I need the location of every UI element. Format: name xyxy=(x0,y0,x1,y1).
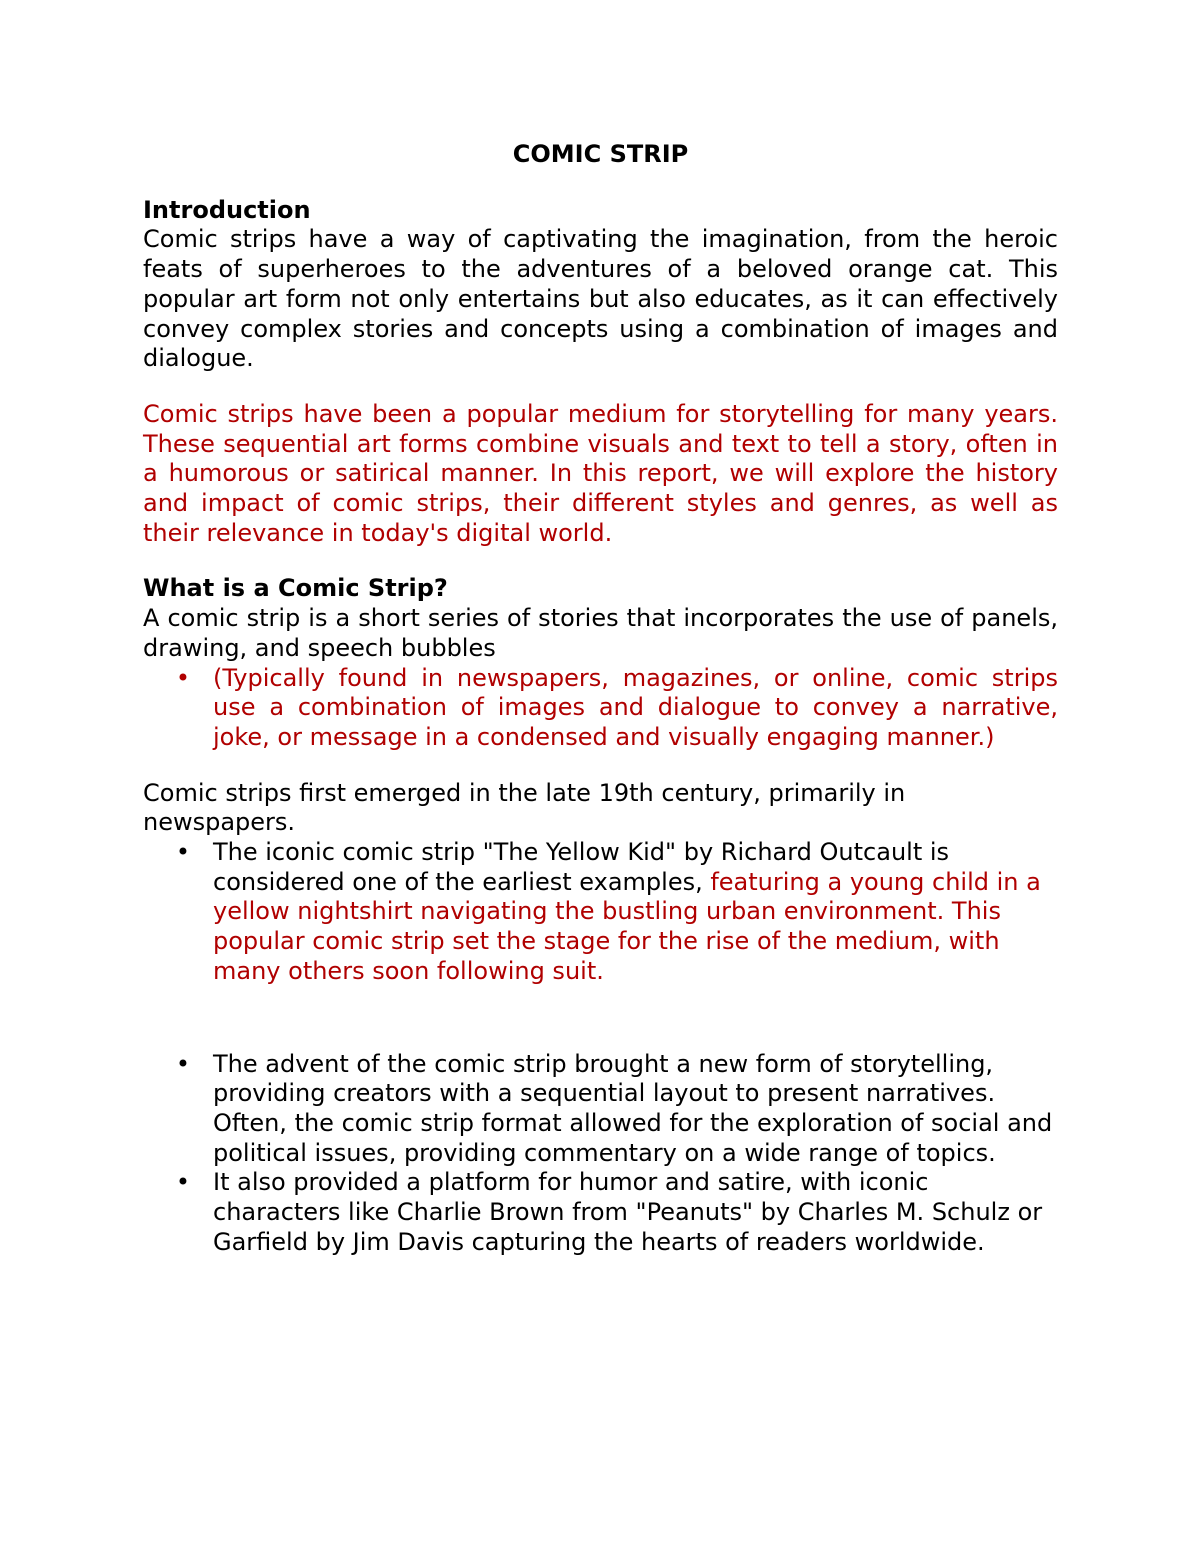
history-bullet-1-red-text: featuring a young child in a yellow nightshirt navigating the bustling urban environment. This popular comic strip set the stage for the rise of the medium, with many others soon following suit. xyxy=(213,867,1041,985)
history-bullet-3-text: It also provided a platform for humor and satire, with iconic characters like Charlie Brown from "Peanuts" by Charles M. Schulz or Garfield by Jim Davis capturing the hearts of readers worldwide. xyxy=(213,1168,1043,1256)
history-bullet-list xyxy=(143,838,1058,987)
what-bullet-text: (Typically found in newspapers, magazines, or online, comic strips use a combination of images and dialogue to convey a narrative, joke, or message in a condensed and visually engaging manner.) xyxy=(213,663,1058,751)
history-bullet-2-text: The advent of the comic strip brought a new form of storytelling, providing creators with a sequential layout to present narratives. Often, the comic strip format allowed for the exploration of social and political issues, providing commentary on a wide range of topics. xyxy=(213,1049,1053,1167)
intro-heading: Introduction xyxy=(143,195,311,224)
bullet-icon: • xyxy=(175,663,191,692)
list-item xyxy=(143,1168,1058,1257)
intro-paragraph: Comic strips have a way of captivating the imagination, from the heroic feats of superheroes to the adventures of a beloved orange cat. This popular art form not only entertains but also educates, as it can effectively convey complex stories and concepts using a combination of images and dialogue. xyxy=(143,225,1058,373)
document-title: COMIC STRIP xyxy=(512,140,689,168)
list-item xyxy=(143,838,1058,987)
list-item xyxy=(143,664,1058,753)
what-paragraph: A comic strip is a short series of stories that incorporates the use of panels, drawing, and speech bubbles xyxy=(143,604,1058,662)
impact-bullet-list xyxy=(143,1050,1058,1258)
document-content xyxy=(143,140,1058,1258)
intro-red-paragraph: Comic strips have been a popular medium for storytelling for many years. These sequential art forms combine visuals and text to tell a story, often in a humorous or satirical manner. In this report, we will explore the history and impact of comic strips, their different styles and genres, as well as their relevance in today's digital world. xyxy=(143,399,1058,547)
history-paragraph: Comic strips first emerged in the late 19th century, primarily in newspapers. xyxy=(143,778,906,837)
what-heading: What is a Comic Strip? xyxy=(143,574,448,603)
history-bullet-1-text: The iconic comic strip "The Yellow Kid" by Richard Outcault is considered one of the earliest examples, xyxy=(213,838,950,896)
bullet-icon: • xyxy=(175,1168,191,1197)
what-bullet-list xyxy=(143,664,1058,753)
list-item xyxy=(143,1050,1058,1169)
bullet-icon: • xyxy=(175,1049,191,1078)
bullet-icon: • xyxy=(175,838,191,867)
